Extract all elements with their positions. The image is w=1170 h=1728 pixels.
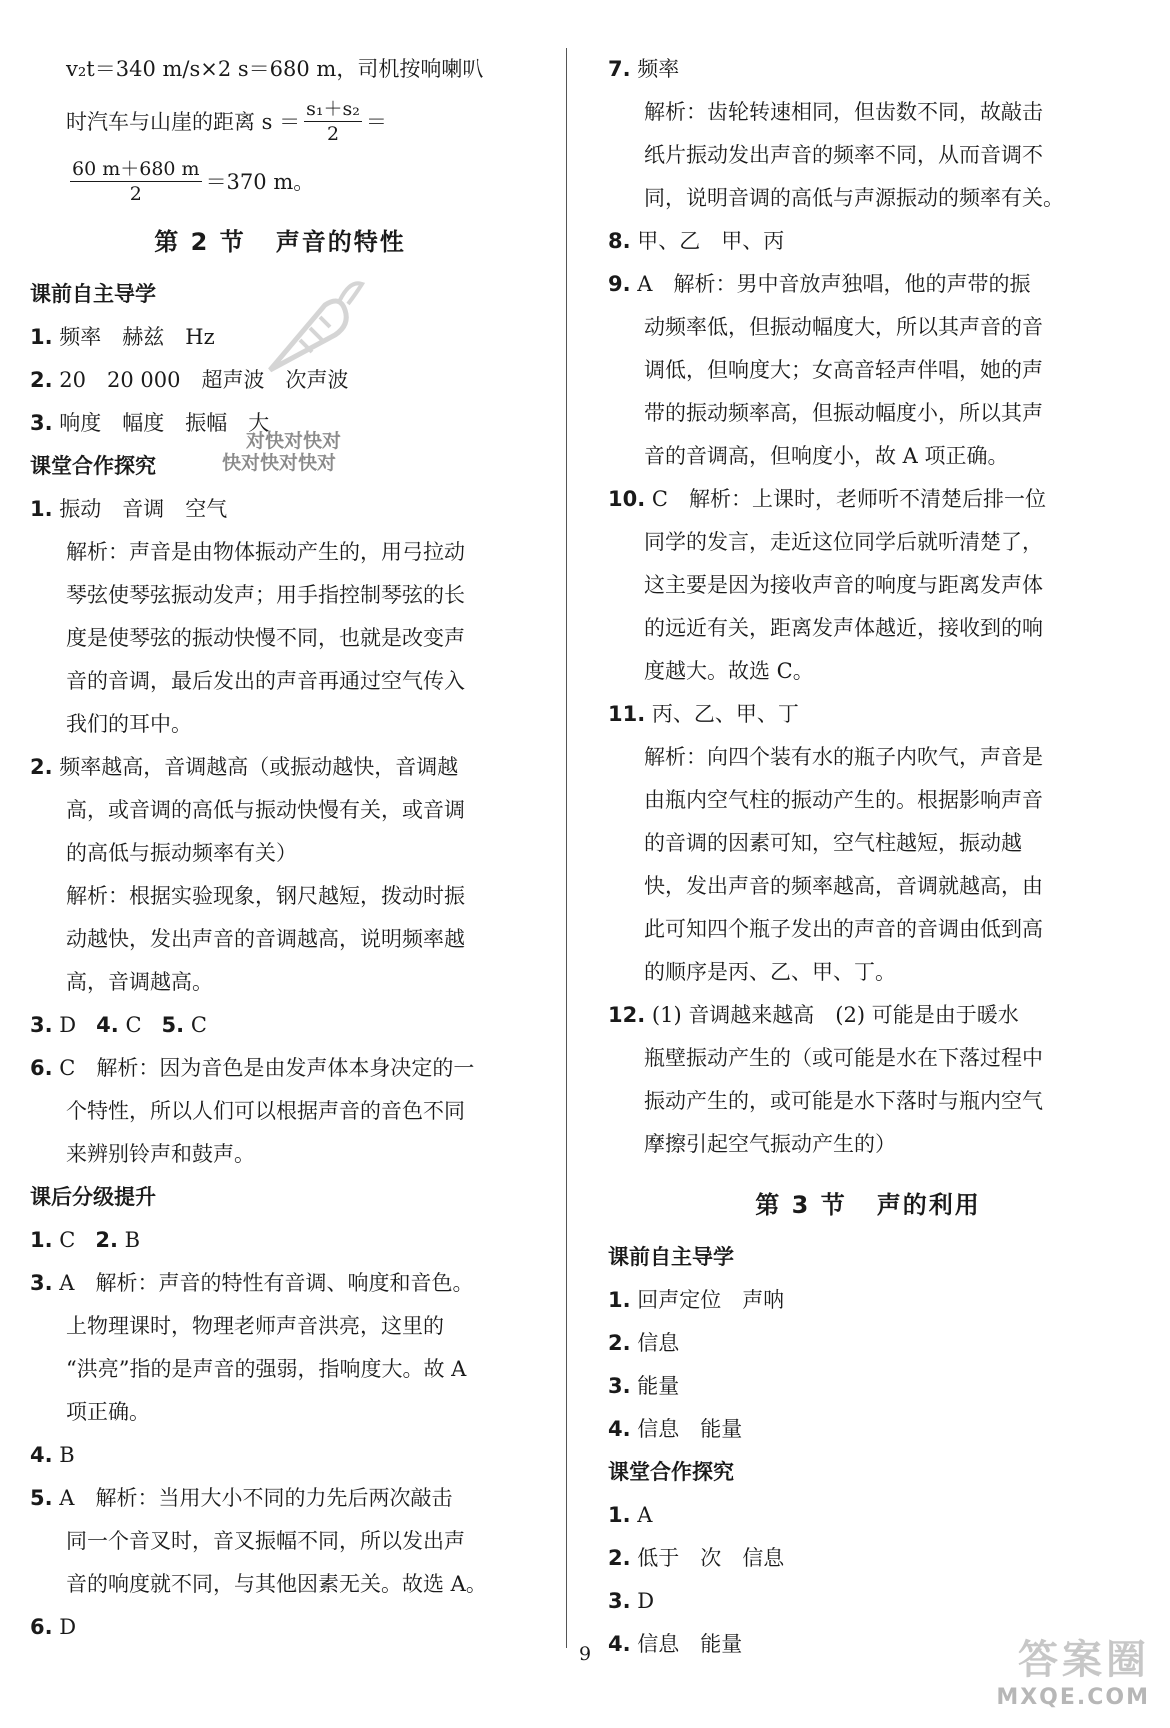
explanation-line: 个特性，所以人们可以根据声音的音色不同 bbox=[66, 1099, 465, 1123]
explanation-line: 动越快，发出声音的音调越高，说明频率越 bbox=[66, 927, 465, 951]
page-number: 9 bbox=[578, 1643, 592, 1665]
explanation-line: 同一个音叉时，音叉振幅不同，所以发出声 bbox=[66, 1529, 465, 1553]
explanation-line: 纸片振动发出声音的频率不同，从而音调不 bbox=[644, 143, 1043, 167]
explanation-line: 琴弦使琴弦振动发声；用手指控制琴弦的长 bbox=[66, 583, 465, 607]
list-item: 7. 频率 bbox=[608, 57, 680, 81]
explanation-line: 上物理课时，物理老师声音洪亮，这里的 bbox=[66, 1314, 444, 1338]
answer-line: 高，或音调的高低与振动快慢有关，或音调 bbox=[66, 798, 465, 822]
explanation-line: 解析：齿轮转速相同，但齿数不同，故敲击 bbox=[644, 100, 1043, 124]
list-item: 4. 信息 能量 bbox=[608, 1417, 743, 1441]
list-item: 9. A 解析：男中音放声独唱，他的声带的振 bbox=[608, 272, 1031, 296]
after-class-heading: 课后分级提升 bbox=[30, 1185, 156, 1209]
list-item: 2. 20 20 000 超声波 次声波 bbox=[30, 368, 349, 392]
answer-line: 摩擦引起空气振动产生的） bbox=[644, 1132, 896, 1156]
list-item: 6. D bbox=[30, 1615, 77, 1639]
math-line-3: $\frac{60 m+680 m}{2}$ ＝370 m。 bbox=[72, 157, 315, 205]
list-item: 6. C 解析：因为音色是由发声体本身决定的一 bbox=[30, 1056, 475, 1080]
explanation-line: 度越大。故选 C。 bbox=[644, 659, 814, 683]
list-item: 1. 频率 赫兹 Hz bbox=[30, 325, 215, 349]
list-item: 1. 振动 音调 空气 bbox=[30, 497, 228, 521]
explanation-line: 来辨别铃声和鼓声。 bbox=[66, 1142, 255, 1166]
explanation-line: 解析：声音是由物体振动产生的，用弓拉动 bbox=[66, 540, 465, 564]
explanation-line: 由瓶内空气柱的振动产生的。根据影响声音 bbox=[644, 788, 1043, 812]
fraction-s1-s2: $\frac{\text{s₁＋s₂}}{2}$ bbox=[306, 97, 360, 145]
list-item: 3. D 4. C 5. C bbox=[30, 1013, 207, 1037]
list-item: 1. C 2. B bbox=[30, 1228, 141, 1252]
explanation-line: 快，发出声音的频率越高，音调就越高，由 bbox=[644, 874, 1043, 898]
pre-study-heading: 课前自主导学 bbox=[608, 1245, 734, 1269]
list-item: 2. 频率越高，音调越高（或振动越快，音调越 bbox=[30, 755, 459, 779]
explanation-line: 调低，但响度大；女高音轻声伴唱，她的声 bbox=[644, 358, 1043, 382]
list-item: 4. 信息 能量 bbox=[608, 1632, 743, 1656]
list-item: 3. 响度 幅度 振幅 大 bbox=[30, 411, 270, 435]
answer-line: 的高低与振动频率有关） bbox=[66, 841, 297, 865]
fraction-distance: $\frac{60 m+680 m}{2}$ bbox=[72, 157, 200, 205]
explanation-line: 解析：向四个装有水的瓶子内吹气，声音是 bbox=[644, 745, 1043, 769]
class-study-heading: 课堂合作探究 bbox=[608, 1460, 734, 1484]
list-item: 3. D bbox=[608, 1589, 655, 1613]
class-study-heading: 课堂合作探究 bbox=[30, 454, 156, 478]
explanation-line: 的顺序是丙、乙、甲、丁。 bbox=[644, 960, 896, 984]
explanation-line: 的远近有关，距离发声体越近，接收到的响 bbox=[644, 616, 1043, 640]
explanation-line: 项正确。 bbox=[66, 1400, 150, 1424]
explanation-line: 我们的耳中。 bbox=[66, 712, 192, 736]
explanation-line: 音的音调，最后发出的声音再通过空气传入 bbox=[66, 669, 465, 693]
section-3-title: 第 3 节 声的利用 bbox=[755, 1191, 981, 1219]
list-item: 1. 回声定位 声呐 bbox=[608, 1288, 785, 1312]
explanation-line: 音的响度就不同，与其他因素无关。故选 A。 bbox=[66, 1572, 487, 1596]
explanation-line: 高，音调越高。 bbox=[66, 970, 213, 994]
explanation-line: 同，说明音调的高低与声源振动的频率有关。 bbox=[644, 186, 1064, 210]
explanation-line: 度是使琴弦的振动快慢不同，也就是改变声 bbox=[66, 626, 465, 650]
explanation-line: 这主要是因为接收声音的响度与距离发声体 bbox=[644, 573, 1043, 597]
answer-line: 瓶壁振动产生的（或可能是水在下落过程中 bbox=[644, 1046, 1043, 1070]
explanation-line: 此可知四个瓶子发出的声音的音调由低到高 bbox=[644, 917, 1043, 941]
explanation-line: 带的振动频率高，但振动幅度小，所以其声 bbox=[644, 401, 1043, 425]
list-item: 2. 信息 bbox=[608, 1331, 680, 1355]
math-line-2: 时汽车与山崖的距离 s ＝ $\frac{\text{s₁＋s₂}}{2}$ ＝ bbox=[66, 97, 387, 145]
list-item: 2. 低于 次 信息 bbox=[608, 1546, 785, 1570]
section-2-title: 第 2 节 声音的特性 bbox=[154, 228, 406, 256]
list-item: 11. 丙、乙、甲、丁 bbox=[608, 702, 799, 726]
list-item: 8. 甲、乙 甲、丙 bbox=[608, 229, 785, 253]
overlay-watermark-text: 对快对快对 快对快对快对 bbox=[222, 430, 342, 474]
list-item: 12. (1) 音调越来越高 (2) 可能是由于暖水 bbox=[608, 1003, 1019, 1027]
list-item: 10. C 解析：上课时，老师听不清楚后排一位 bbox=[608, 487, 1046, 511]
list-item: 3. 能量 bbox=[608, 1374, 680, 1398]
list-item: 5. A 解析：当用大小不同的力先后两次敲击 bbox=[30, 1486, 453, 1510]
explanation-line: 动频率低，但振动幅度大，所以其声音的音 bbox=[644, 315, 1043, 339]
column-divider bbox=[566, 48, 567, 1648]
explanation-line: 同学的发言，走近这位同学后就听清楚了， bbox=[644, 530, 1043, 554]
list-item: 3. A 解析：声音的特性有音调、响度和音色。 bbox=[30, 1271, 474, 1295]
explanation-line: 音的音调高，但响度小，故 A 项正确。 bbox=[644, 444, 1009, 468]
right-column bbox=[608, 48, 1128, 1666]
math-line-1: v₂t＝340 m/s×2 s＝680 m，司机按响喇叭 bbox=[66, 57, 484, 81]
explanation-line: 的音调的因素可知，空气柱越短，振动越 bbox=[644, 831, 1022, 855]
explanation-line: “洪亮”指的是声音的强弱，指响度大。故 A bbox=[66, 1357, 467, 1381]
pre-study-heading: 课前自主导学 bbox=[30, 282, 156, 306]
list-item: 4. B bbox=[30, 1443, 75, 1467]
answer-line: 振动产生的，或可能是水下落时与瓶内空气 bbox=[644, 1089, 1043, 1113]
carrot-watermark-icon bbox=[250, 270, 370, 390]
site-watermark: 答案圈 MXQE.COM bbox=[996, 1637, 1150, 1710]
explanation-line: 解析：根据实验现象，钢尺越短，拨动时振 bbox=[66, 884, 465, 908]
list-item: 1. A bbox=[608, 1503, 653, 1527]
